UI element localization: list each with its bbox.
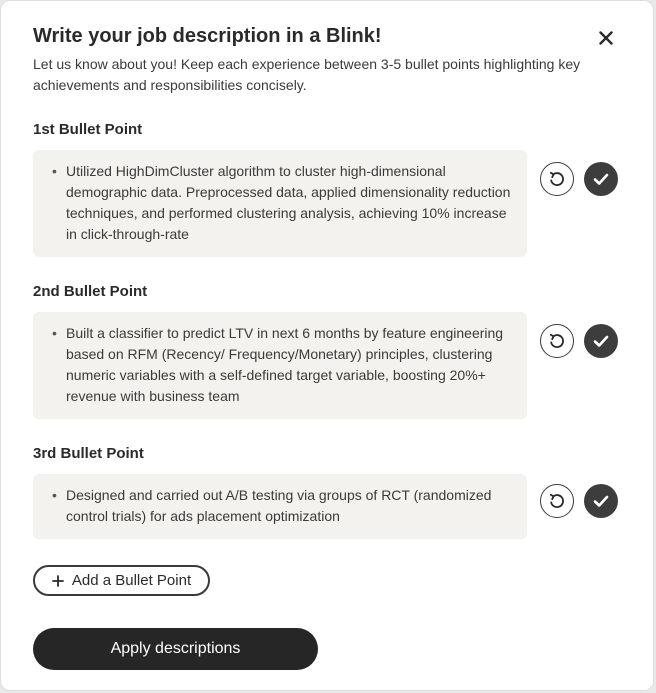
bullet-marker: • [52, 163, 57, 179]
plus-icon [52, 575, 64, 587]
bullet-2-regenerate-button[interactable] [540, 324, 574, 358]
refresh-icon [547, 491, 567, 511]
modal-subtitle: Let us know about you! Keep each experience between 3-5 bullet points highlighting key achievements and responsibilities concisely. [33, 56, 581, 93]
bullet-1-regenerate-button[interactable] [540, 162, 574, 196]
apply-descriptions-label: Apply descriptions [110, 640, 241, 657]
bullet-2-accept-button[interactable] [584, 324, 618, 358]
checkmark-icon [591, 331, 611, 351]
bullet-2-content: Built a classifier to predict LTV in next 6 months by feature engineering based on RFM (Recency/ Frequency/Monetary) principles, clustering numeric variables with a self-defined target variable, boosting 20%+ revenue with business team [66, 325, 504, 404]
bullet-marker: • [52, 487, 57, 503]
add-bullet-point-label: Add a Bullet Point [71, 572, 192, 589]
bullet-2-label: 2nd Bullet Point [33, 283, 148, 300]
bullet-3-accept-button[interactable] [584, 484, 618, 518]
modal-title: Write your job description in a Blink! [33, 25, 382, 47]
bullet-2-text [52, 323, 511, 407]
close-icon [599, 31, 613, 45]
bullet-1-label: 1st Bullet Point [33, 121, 143, 138]
bullet-1-content: Utilized HighDimCluster algorithm to cluster high-dimensional demographic data. Preprocessed data, applied dimensionality reduction techniques, and performed clustering analysis, achieving 10% increase in click-through-rate [66, 163, 511, 242]
checkmark-icon [591, 491, 611, 511]
bullet-marker: • [52, 325, 57, 341]
refresh-icon [547, 331, 567, 351]
refresh-icon [547, 169, 567, 189]
add-bullet-point-button[interactable] [33, 565, 210, 596]
checkmark-icon [591, 169, 611, 189]
bullet-3-text [52, 485, 511, 527]
bullet-3-box[interactable] [33, 474, 527, 539]
bullet-1-box[interactable] [33, 150, 527, 257]
apply-descriptions-button[interactable] [33, 628, 318, 670]
bullet-1-accept-button[interactable] [584, 162, 618, 196]
bullet-2-box[interactable] [33, 312, 527, 419]
bullet-3-label: 3rd Bullet Point [33, 445, 144, 462]
bullet-1-text [52, 161, 511, 245]
bullet-3-regenerate-button[interactable] [540, 484, 574, 518]
close-button[interactable] [593, 25, 619, 51]
bullet-3-content: Designed and carried out A/B testing via groups of RCT (randomized control trials) for ads placement optimization [66, 487, 492, 524]
